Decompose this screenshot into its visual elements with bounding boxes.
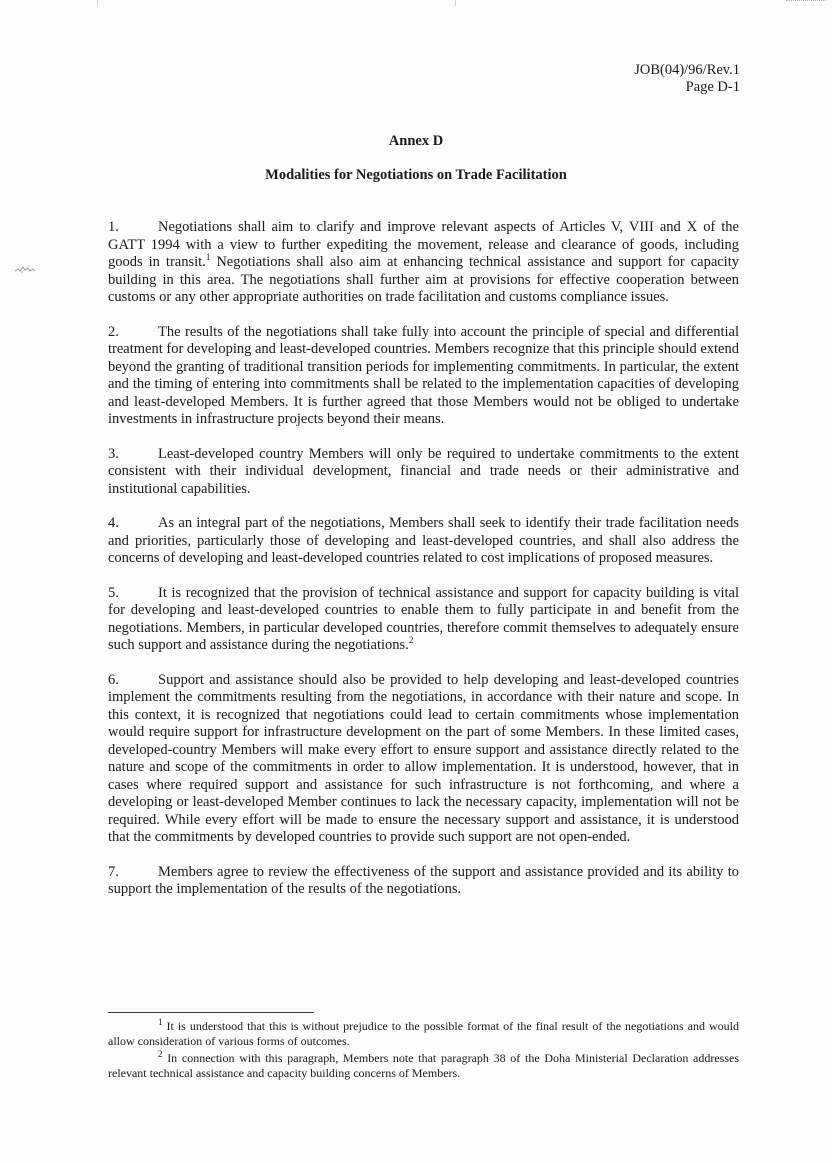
annex-title: Annex D [388,133,444,149]
paragraph-text: Negotiations shall aim to clarify and improve relevant aspects of Articles V, VIII and X of the GATT 1994 with a view to further expediting the movement, release and clearance of goods, including goods in transit. [108,219,739,270]
paragraph-3 [108,446,739,499]
paragraph-text: As an integral part of the negotiations, Members shall seek to identify their trade facilitation needs and priorities, particularly those of developing and least-developed countries, and shall also address the concerns of developing and least-developed countries related to cost implications of proposed measures. [108,515,739,566]
scan-smudge-mark [14,264,36,274]
paragraph-number: 7. [108,863,119,880]
paragraph-1 [108,219,739,307]
paragraph-number: 2. [108,323,119,340]
paragraph-text-continued: Negotiations shall also aim at enhancing technical assistance and support for capacity building in this area. The negotiations shall further aim at provisions for effective cooperation between customs or any other appropriate authorities on trade facilitation and customs compliance issues. [108,254,739,305]
footnote-2 [108,1051,739,1080]
footnote-reference[interactable]: 1 [205,252,211,263]
paragraph-number: 6. [108,671,119,688]
paragraph-number: 4. [108,515,119,531]
paragraph-4 [108,515,739,568]
paragraph-text: Support and assistance should also be provided to help developing and least-developed countries implement the commitments resulting from the negotiations, in accordance with their nature and scope. In this context, it is recognized that negotiations could lead to certain commitments whose implementation would require support for infrastructure development on the part of some Members. In these limited cases, developed-country Members will make every effort to ensure support and assistance directly related to the nature and scope of the commitments in order to allow implementation. It is understood, however, that in cases where required support and assistance for such infrastructure is not forthcoming, and where a developing or least-developed Member continues to lack the necessary capacity, implementation will not be required. While every effort will be made to ensure the necessary support and assistance, it is understood that the commitments by developed countries to provide such support are not open-ended. [108,671,739,845]
footnote-marker: 1 [158,1017,163,1027]
page-label: Page D-1 [685,79,740,95]
paragraph-6 [108,672,739,847]
footnote-separator [108,1012,314,1013]
footnotes [108,1019,739,1083]
paragraph-number: 5. [108,584,119,601]
paragraph-2 [108,324,739,429]
footnote-text: It is understood that this is without prejudice to the possible format of the final result of the negotiations and would allow consideration of various forms of outcomes. [108,1019,739,1048]
paragraph-number: 1. [108,219,119,235]
footnote-text: In connection with this paragraph, Members note that paragraph 38 of the Doha Ministerial Declaration addresses relevant technical assistance and capacity building concerns of Members. [108,1051,739,1080]
paragraph-5 [108,585,739,655]
scan-edge-tick [97,0,98,6]
annex-subtitle: Modalities for Negotiations on Trade Facilitation [265,167,567,183]
scan-edge-mark [786,0,826,5]
footnote-1 [108,1019,739,1048]
paragraph-number: 3. [108,445,119,462]
paragraph-text: It is recognized that the provision of technical assistance and support for capacity building is vital for developing and least-developed countries to enable them to fully participate in and benefit from the negotiations. Members, in particular developed countries, therefore commit themselves to adequately ensure such support and assistance during the negotiations. [108,584,739,653]
document-symbol: JOB(04)/96/Rev.1 [634,62,740,78]
document-body [108,219,739,916]
paragraph-text: Members agree to review the effectiveness of the support and assistance provided and its ability to support the implementation of the results of the negotiations. [108,863,739,897]
scan-edge-tick [455,0,456,6]
footnote-marker: 2 [158,1049,163,1059]
paragraph-text: Least-developed country Members will only be required to undertake commitments to the extent consistent with their individual development, financial and trade needs or their administrative and institutional capabilities. [108,445,739,497]
paragraph-text: The results of the negotiations shall take fully into account the principle of special and differential treatment for developing and least-developed countries. Members recognize that this principle should extend beyond the granting of traditional transition periods for implementing commitments. In particular, the extent and the timing of entering into commitments shall be related to the implementation capacities of developing and least-developed Members. It is further agreed that those Members would not be obliged to undertake investments in infrastructure projects beyond their means. [108,323,739,427]
paragraph-7 [108,864,739,899]
footnote-reference[interactable]: 2 [408,635,414,646]
document-header [634,62,740,96]
